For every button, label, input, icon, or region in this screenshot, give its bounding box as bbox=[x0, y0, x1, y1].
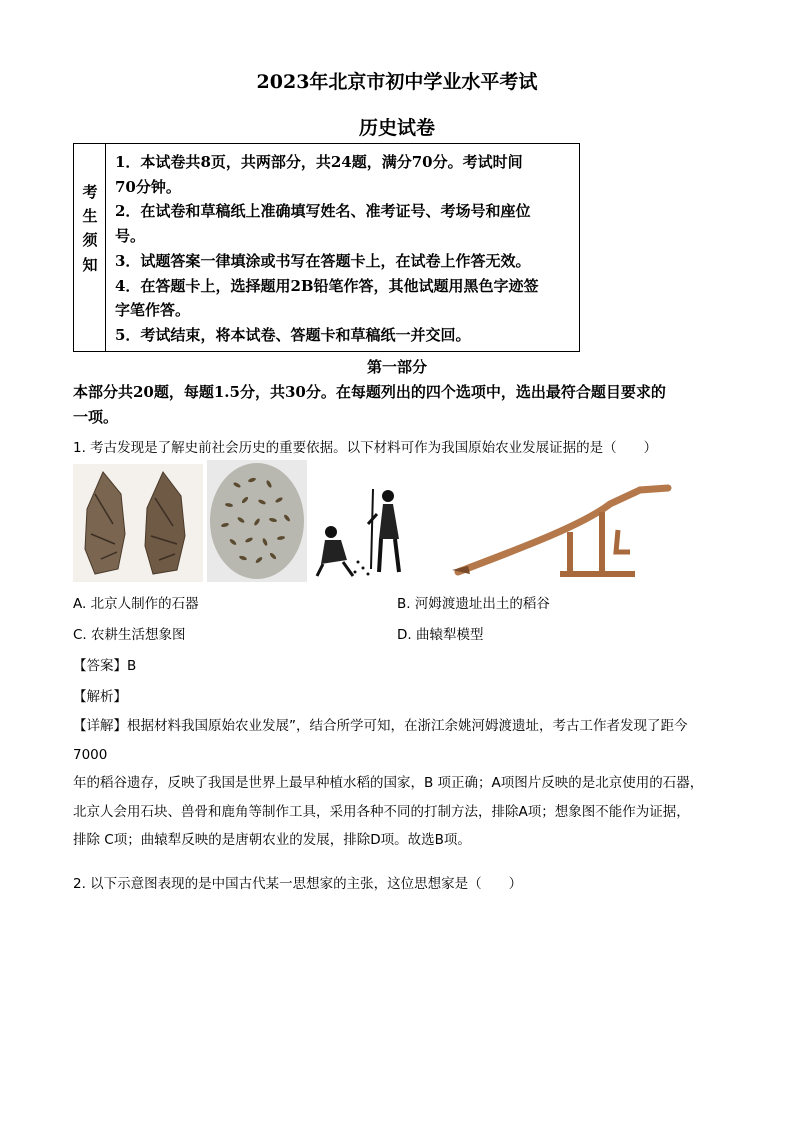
q1-answer bbox=[73, 654, 136, 674]
notice-side-char: 考 bbox=[82, 183, 98, 201]
notice-line: 2．在试卷和草稿纸上准确填写姓名、准考证号、考场号和座位 bbox=[115, 202, 531, 221]
question-2-stem: 2. 以下示意图表现的是中国古代某一思想家的主张，这位思想家是（ ） bbox=[73, 876, 523, 892]
stone-tools-image bbox=[73, 464, 203, 582]
exam-subtitle: 历史试卷 bbox=[358, 117, 435, 139]
part-one-instruction-line1: 本部分共20题，每题1.5分，共30分。在每题列出的四个选项中，选出最符合题目要求的 bbox=[73, 383, 666, 401]
q1-detail bbox=[73, 712, 723, 855]
notice-line: 70分钟。 bbox=[115, 177, 181, 196]
exam-title: 2023年北京市初中学业水平考试 bbox=[256, 71, 538, 93]
detail-line: 排除 C项；曲辕犁反映的是唐朝农业的发展，排除D项。故选B项。 bbox=[73, 832, 471, 848]
q1-option-a: A. 北京人制作的石器 bbox=[73, 596, 199, 612]
part-one-heading: 第一部分 bbox=[366, 358, 427, 376]
detail-line: 【详解】根据材料我国原始农业发展”，结合所学可知，在浙江余姚河姆渡遗址，考古工作者发现了距今 7000 bbox=[73, 718, 688, 763]
notice-box bbox=[73, 143, 580, 352]
notice-line: 3．试题答案一律填涂或书写在答题卡上，在试卷上作答无效。 bbox=[115, 251, 531, 270]
answer-value: B bbox=[127, 658, 137, 674]
notice-side-char: 须 bbox=[82, 231, 98, 249]
notice-side-char: 知 bbox=[82, 256, 98, 274]
notice-line: 1．本试卷共8页，共两部分，共24题，满分70分。考试时间 bbox=[115, 153, 523, 171]
notice-line: 号。 bbox=[115, 227, 146, 246]
notice-line: 字笔作答。 bbox=[115, 301, 191, 320]
notice-side-label bbox=[74, 144, 106, 351]
answer-label: 【答案】 bbox=[73, 658, 127, 674]
notice-items bbox=[115, 150, 575, 348]
notice-line: 4．在答题卡上，选择题用2B铅笔作答，其他试题用黑色字迹签 bbox=[115, 276, 539, 295]
notice-line: 5．考试结束，将本试卷、答题卡和草稿纸一并交回。 bbox=[115, 325, 471, 344]
q1-option-d: D. 曲辕犁模型 bbox=[397, 627, 484, 643]
q1-analysis-label: 【解析】 bbox=[73, 689, 127, 705]
curved-plough-image bbox=[440, 482, 678, 580]
q1-option-b: B. 河姆渡遗址出土的稻谷 bbox=[397, 596, 550, 612]
question-1-stem: 1. 考古发现是了解史前社会历史的重要依据。以下材料可作为我国原始农业发展证据的是（ ） bbox=[73, 440, 658, 456]
rice-grains-image bbox=[207, 460, 307, 582]
detail-line: 北京人会用石块、兽骨和鹿角等制作工具，采用各种不同的打制方法，排除A项；想象图不能作为证据， bbox=[73, 803, 690, 820]
detail-line: 年的稻谷遗存，反映了我国是世界上最早种植水稻的国家，B 项正确；A项图片反映的是北京使用的石器， bbox=[73, 775, 704, 791]
q1-option-c: C. 农耕生活想象图 bbox=[73, 627, 186, 643]
notice-side-char: 生 bbox=[82, 207, 98, 225]
part-one-instruction-line2: 一项。 bbox=[73, 408, 119, 426]
farming-illustration-image bbox=[313, 484, 418, 580]
